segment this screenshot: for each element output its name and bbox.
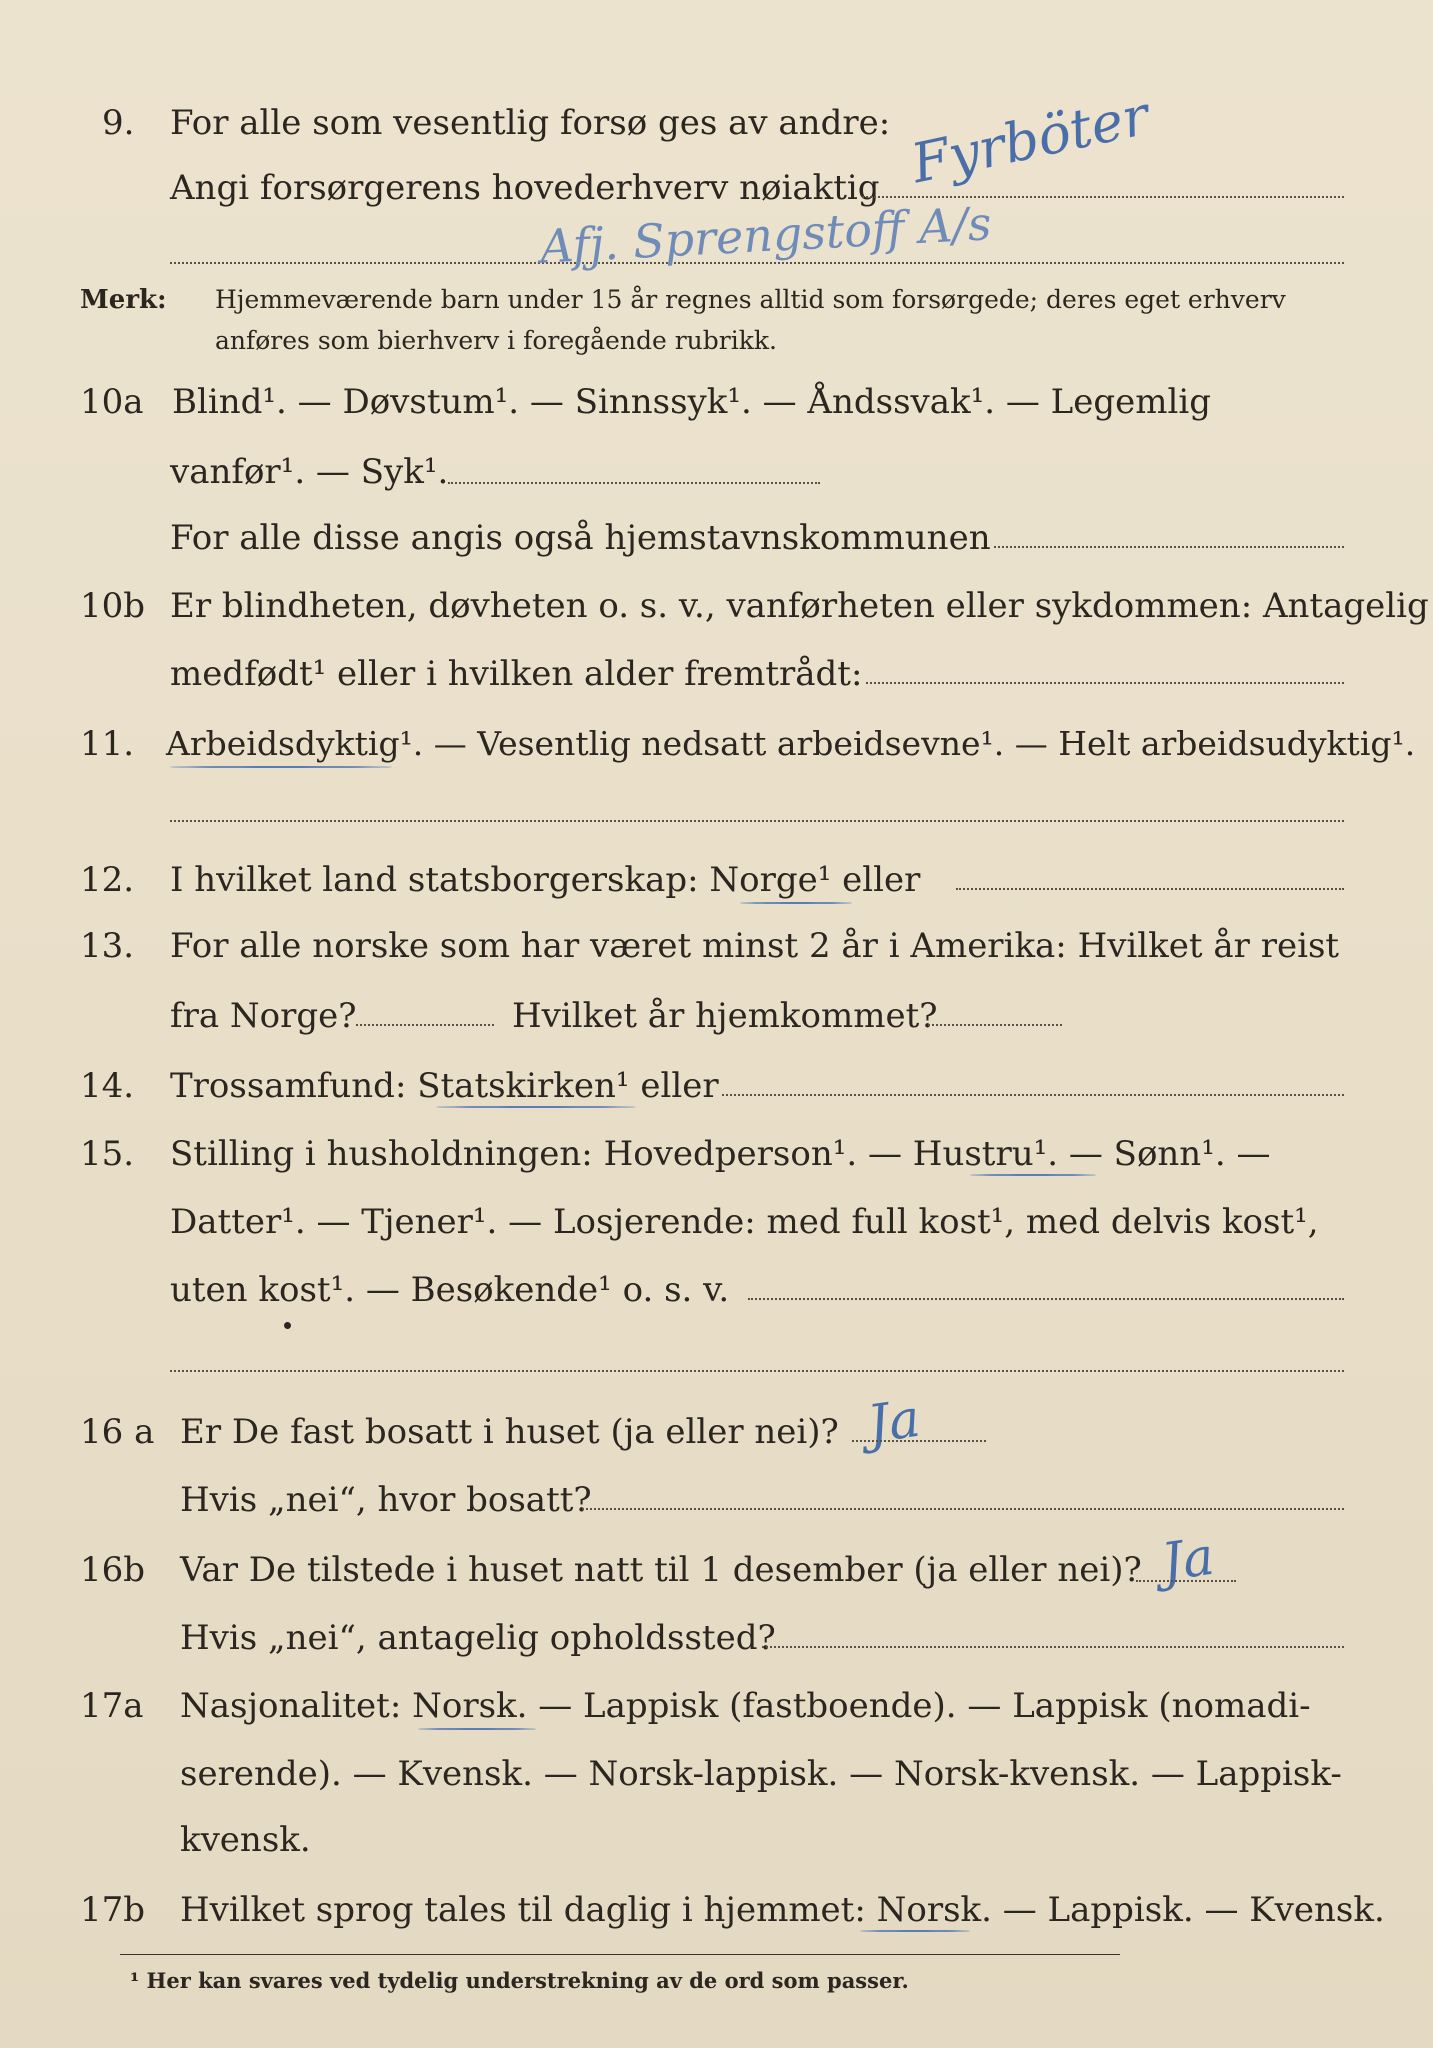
q10a-answer-line: [448, 482, 820, 484]
q9-handwritten-employer: Afj. Sprengstoff A/s: [538, 196, 993, 274]
q16b-handwritten-answer: Ja: [1158, 1526, 1218, 1594]
merk-text-line2: anføres som bierhverv i foregående rubrikk.: [215, 326, 777, 355]
q16a-handwritten-answer: Ja: [864, 1388, 924, 1456]
q16a-bosatt-answer-line: [582, 1508, 1344, 1510]
question-number-16a: 16 a: [80, 1412, 155, 1452]
question-number-13: 13.: [80, 926, 135, 966]
q12-text-line1: I hvilket land statsborgerskap: Norge¹ eller: [170, 860, 921, 900]
question-number-10b: 10b: [80, 586, 146, 626]
q9-handwritten-answer: Fyrböter: [906, 83, 1155, 196]
question-number-12: 12.: [80, 860, 135, 900]
q10a-hjemstavn-answer-line: [994, 546, 1344, 548]
q17a-norsk-underline: [418, 1728, 536, 1730]
q16a-text-line2: Hvis „nei“, hvor bosatt?: [180, 1480, 592, 1520]
question-number-16b: 16b: [80, 1550, 146, 1590]
q16b-answer-line: [1136, 1580, 1236, 1582]
q10a-text-line2: vanfør¹. — Syk¹.: [170, 452, 449, 492]
q10b-text-line1: Er blindheten, døvheten o. s. v., vanførheten eller sykdommen: Antagelig: [170, 586, 1429, 626]
q16b-text-line1: Var De tilstede i huset natt til 1 desember (ja eller nei)?: [180, 1550, 1142, 1590]
q16a-text-line1: Er De fast bosatt i huset (ja eller nei)?: [180, 1412, 839, 1452]
merk-label: Merk:: [80, 285, 167, 315]
q9-text-line1: For alle som vesentlig forsø ges av andre:: [170, 103, 891, 143]
q15-hustru-underline: [970, 1174, 1096, 1176]
q15-text-line2: Datter¹. — Tjener¹. — Losjerende: med full kost¹, med delvis kost¹,: [170, 1202, 1319, 1242]
q17a-text-line1: Nasjonalitet: Norsk. — Lappisk (fastboende). — Lappisk (nomadi-: [180, 1686, 1311, 1726]
q13-hjemkommet-answer-line: [928, 1024, 1062, 1026]
q10a-text-line3: For alle disse angis også hjemstavnskommunen: [170, 518, 991, 558]
footnote-rule: [120, 1954, 1120, 1955]
question-number-15: 15.: [80, 1134, 135, 1174]
q15-text-line3: uten kost¹. — Besøkende¹ o. s. v.: [170, 1270, 730, 1310]
q17a-text-line3: kvensk.: [180, 1820, 311, 1860]
question-number-17a: 17a: [80, 1686, 144, 1726]
q9-text-line2: Angi forsørgerens hovederhverv nøiaktig: [170, 168, 880, 208]
q17b-norsk-underline: [860, 1930, 970, 1932]
merk-text-line1: Hjemmeværende barn under 15 år regnes alltid som forsørgede; deres eget erhverv: [215, 285, 1286, 314]
q11-answer-line: [170, 820, 1344, 822]
q11-text-line1: Arbeidsdyktig¹. — Vesentlig nedsatt arbeidsevne¹. — Helt arbeidsudyktig¹.: [166, 724, 1416, 763]
question-number-9: 9.: [102, 103, 135, 143]
q14-statskirken-underline: [436, 1106, 636, 1108]
q9-answer-line: [862, 196, 1344, 198]
question-number-17b: 17b: [80, 1890, 146, 1930]
q15-answer-line: [748, 1298, 1344, 1300]
q10a-text-line1: Blind¹. — Døvstum¹. — Sinnssyk¹. — Åndssvak¹. — Legemlig: [172, 382, 1211, 422]
q12-answer-line: [956, 888, 1344, 890]
q16a-answer-line: [852, 1440, 986, 1442]
q15-text-line1: Stilling i husholdningen: Hovedperson¹. — Hustru¹. — Sønn¹. —: [170, 1134, 1271, 1174]
q13-text-line2a: fra Norge?: [170, 996, 357, 1036]
q14-text-line1: Trossamfund: Statskirken¹ eller: [170, 1066, 719, 1106]
q13-reist-answer-line: [356, 1024, 494, 1026]
q11-arbeidsdyktig-underline: [170, 766, 392, 768]
q10b-answer-line: [866, 682, 1344, 684]
q12-norge-underline: [740, 902, 852, 904]
q15-answer-line-2: [170, 1370, 1344, 1372]
q16b-text-line2: Hvis „nei“, antagelig opholdssted?: [180, 1618, 776, 1658]
q14-answer-line: [722, 1094, 1344, 1096]
footnote: ¹ Her kan svares ved tydelig understrekning av de ord som passer.: [130, 1968, 909, 1993]
question-number-14: 14.: [80, 1066, 135, 1106]
ink-speck: [283, 1321, 293, 1331]
q13-text-line2b: Hvilket år hjemkommet?: [512, 996, 938, 1036]
question-number-11: 11.: [80, 724, 135, 764]
q17a-text-line2: serende). — Kvensk. — Norsk-lappisk. — Norsk-kvensk. — Lappisk-: [180, 1754, 1342, 1794]
question-number-10a: 10a: [80, 382, 144, 422]
q16b-opholdssted-answer-line: [762, 1646, 1344, 1648]
q17b-text-line1: Hvilket sprog tales til daglig i hjemmet: Norsk. — Lappisk. — Kvensk.: [180, 1890, 1385, 1930]
q10b-text-line2: medfødt¹ eller i hvilken alder fremtrådt:: [170, 654, 863, 694]
q13-text-line1: For alle norske som har været minst 2 år i Amerika: Hvilket år reist: [170, 926, 1340, 966]
